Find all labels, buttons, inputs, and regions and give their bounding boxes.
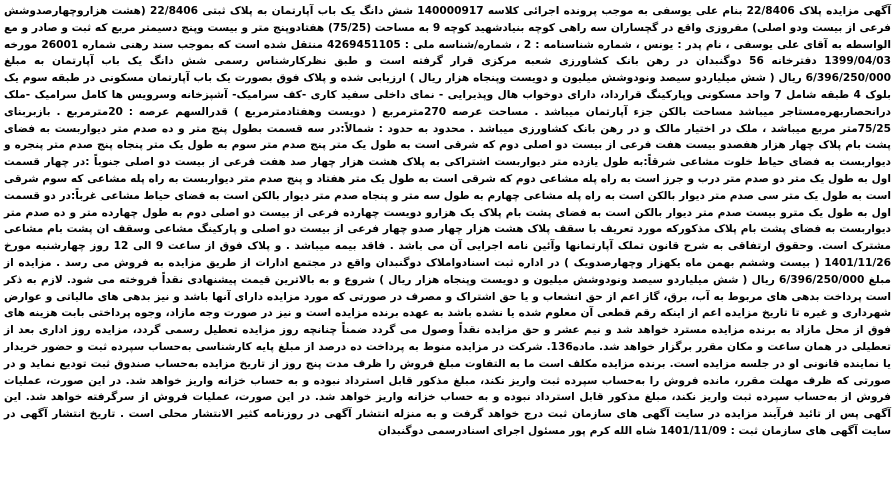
- auction-notice-text: آگهی مزایده پلاک 22/8406 بنام علی یوسفی به موجب پرونده اجرائی کلاسه 140000917 شش دانگ یک باب آپارتمان به پلاک ثبتی 22/8406 (هشت هزاروچهارصدوشش فرعی از بیست ودو اصلی) مفروزی واقع در گچساران سه راهی کوچه بنیادشهید کوچه 9 به مساحت (75/25) هفتادوپنج متر و بیست وپنج دسیمتر مربع که ثبت و صادر و مع الواسطه به آقای علی یوسفی ، نام پدر : یونس ، شماره شناسنامه : 2 ، شماره/شناسه ملی : 4269451105 منتقل شده است که بموجب سند رهنی شماره 26001 مورخه 1399/04/03 دفترخانه 56 دوگنبدان در رهن بانک کشاورزی شعبه مرکزی قرار گرفته است و طبق نظرکارشناس رسمی شش دانگ یک باب آپارتمان به مبلغ 6/396/250/000 ریال ( شش میلیاردو سیصد ونودوشش میلیون و دویست وپنجاه هزار ریال ) ارزیابی شده و پلاک فوق بصورت یک باب آپارتمان مسکونی در طبقه سوم یک بلوک 4 طبقه شامل 7 واحد مسکونی وپارکینگ قرارداد، دارای دوخواب هال وپذیرایی - نمای داخلی سفید کاری -کف سرامیک- آشپزخانه وسرویس ها کامل سرامیک -ملک درانحصاربهره‌مستاجر میباشد مساحت بالکن جزء آپارتمان میباشد . مساحت عرصه 270مترمربع ( دویست وهفتادمترمربع ) قدرالسهم عرصه : 20مترمربع . بازبربنای 75/25متر مربع میباشد ، ملک در اختیار مالک و در رهن بانک کشاورزی میباشد . محدود به حدود : شمالاً:در سه قسمت بطول پنج متر و ده صدم متر دیواربست به فضای پشت بام پلاک چهار هزار هفصدو بیست هفت فرعی از بیست دو اصلی دوم که شرقی است به طول یک متر پنج صدم متر سوم به طول یک متر پنجاه پنج صدم متر پنجره و دیواربست به فضای حیاط خلوت مشاعی شرقاً:به طول یازده متر دیواربست اشتراکی به پلاک هشت هزار چهار صد هفت فرعی از بیست دو اصلی جنوباً :در چهار قسمت اول به طول یک متر دو صدم متر درب و جرز است به راه پله مشاعی دوم که شرقی است به طول یک متر هفتاد و پنج صدم متر دیواربست به راه پله مشاعی که سوم شرقی است به طول یک متر سی صدم متر دیوار بالکن است به راه پله مشاعی چهارم به طول سه متر و پنجاه صدم متر دیوار بالکن است به فضای حیاط مشاعی غرباً:در دو قسمت اول به طول یک مترو بیست صدم متر دیوار بالکن است به فضای پشت بام پلاک یک هزارو دویست چهارده فرعی از بیست دو اصلی دوم به طول چهارده متر و ده صدم متر دیواربست به فضای پشت بام پلاک مذکورکه مورد تعریف با سقف پلاک هشت هزار چهار صدو چهار فرعی از بیست دو اصلی و پارکینگ مشاعی وسقف ان پشت بام مشاعی مشترک است. وحقوق ارتفاقی به شرح قانون تملک آپارتمانها وآئین نامه اجرایی آن می باشد . فاقد بیمه میباشد . و پلاک فوق از ساعت 9 الی 12 روز چهارشنبه مورخ 1401/11/26 ( بیست وششم بهمن ماه یکهزار وچهارصدویک ) در اداره ثبت اسنادواملاک دوگنبدان واقع در مجتمع ادارات از طریق مزایده به فروش می رسد . مزایده از مبلغ 6/396/250/000 ریال ( شش میلیاردو سیصد ونودوشش میلیون و دویست وپنجاه هزار ریال ) شروع و به بالاترین قیمت پیشنهادی نقداً فروخته می شود. لازم به ذکر است پرداخت بدهی های مربوط به آب، برق، گاز اعم از حق انشعاب و یا حق اشتراک و مصرف در صورتی که مورد مزایده دارای آنها باشد و نیز بدهی های مالیاتی و عوارض شهرداری و غیره تا تاریخ مزایده اعم از اینکه رقم قطعی آن معلوم شده یا نشده باشد به عهده برنده مزایده است و نیز در صورت وجه مازاد، وجوه پرداختی بابت هزینه های فوق از محل مازاد به برنده مزایده مسترد خواهد شد و نیم عشر و حق مزایده نقداً وصول می گردد ضمناً چنانچه روز مزایده تعطیل رسمی گردد، مزایده روز اداری بعد از تعطیلی در همان ساعت و مکان مقرر برگزار خواهد شد. ماده136. شرکت در مزایده منوط به پرداخت ده درصد از مبلغ پایه کارشناسی به‌حساب سپرده ثبت و حضور خریدار یا نماینده قانونی او در جلسه مزایده است. برنده مزایده مکلف است ما به التفاوت مبلغ فروش را ظرف مدت پنج روز از تاریخ مزایده به‌حساب صندوق ثبت تودیع نماید و در صورتی که ظرف مهلت مقرر، مانده فروش را به‌حساب سپرده ثبت واریز نکند، مبلغ مذکور قابل استرداد نبوده و به حساب خزانه واریز خواهد شد. در این صورت، عملیات فروش از به‌حساب سپرده ثبت واریز نکند، مبلغ مذکور قابل استرداد نبوده و به حساب خزانه واریز خواهد شد. در این صورت، عملیات فروش از سرگرفته خواهد شد. این آگهی پس از تائید فرآیند مزایده در سایت آگهی های سازمان ثبت درج خواهد گرفت و به منزله انتشار آگهی در روزنامه کثیر الانتشار محلی است . تاریخ انتشار آگهی در سایت آگهی های سازمان ثبت : 1401/11/09 شاه الله کرم پور مسئول اجرای اسنادرسمی دوگنبدان: [4, 5, 891, 437]
